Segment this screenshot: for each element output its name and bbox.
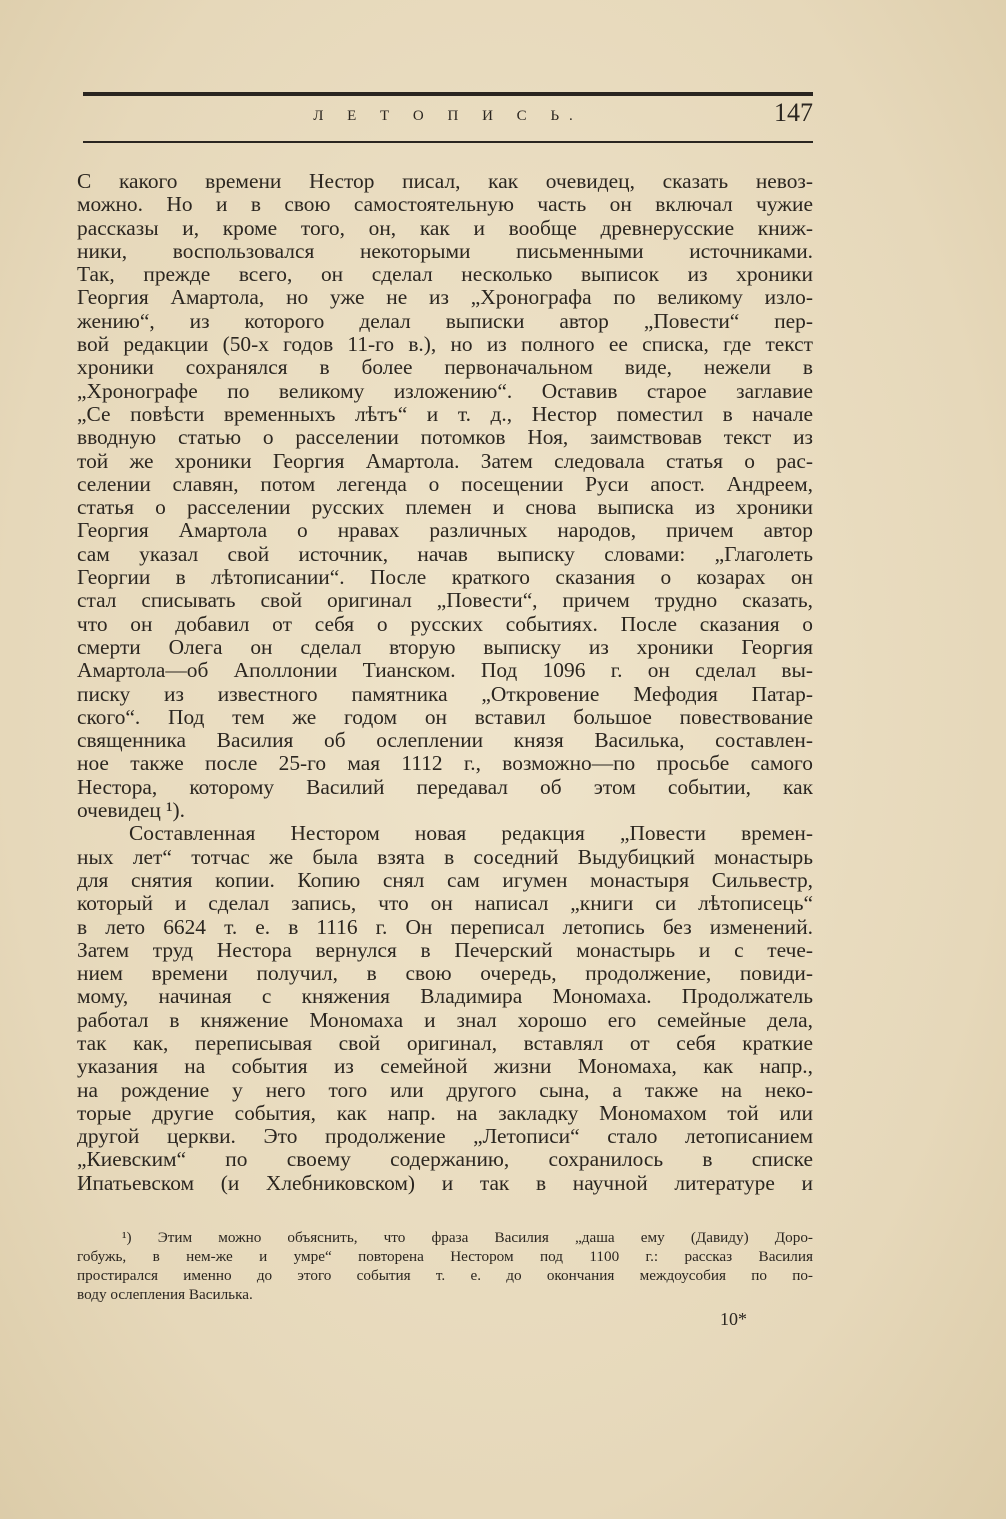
body-line: можно. Но и в свою самостоятельную часть он включал чужие — [77, 193, 813, 217]
footnote-line: простирался именно до этого события т. е. до окончания междоусобия по по- — [77, 1267, 813, 1284]
body-line: ных лет“ тотчас же была взята в соседний Выдубицкий монастырь — [77, 845, 813, 869]
body-line: Составленная Нестором новая редакция „Повести времен- — [129, 822, 813, 846]
body-line: Амартола—об Аполлонии Тианском. Под 1096 г. он сделал вы- — [77, 659, 813, 683]
body-line: мому, начиная с княжения Владимира Мономаха. Продолжатель — [77, 985, 813, 1009]
body-line: смерти Олега он сделал вторую выписку из хроники Георгия — [77, 635, 813, 659]
header-bottom-rule — [83, 141, 813, 143]
body-line: „Се повѣсти временныхъ лѣтъ“ и т. д., Нестор поместил в начале — [77, 402, 813, 426]
body-line: С какого времени Нестор писал, как очевидец, сказать невоз- — [77, 170, 813, 193]
body-line: так как, переписывая свой оригинал, вставлял от себя краткие — [77, 1031, 813, 1055]
body-line: в лето 6624 т. е. в 1116 г. Он переписал летопись без изменений. — [77, 915, 813, 939]
body-line: вводную статью о расселении потомков Ноя, заимствовав текст из — [77, 426, 813, 450]
body-line: работал в княжение Мономаха и знал хорошо его семейные дела, — [77, 1008, 813, 1032]
body-line: Затем труд Нестора вернулся в Печерский монастырь и с тече- — [77, 938, 813, 962]
body-line: священника Василия об ослеплении князя Василька, составлен- — [77, 729, 813, 753]
body-line: Георгии в лѣтописании“. После краткого сказания о козарах он — [77, 566, 813, 590]
body-line: Ипатьевском (и Хлебниковском) и так в научной литературе и — [77, 1171, 813, 1195]
body-line: ники, воспользовался некоторыми письменными источниками. — [77, 239, 813, 263]
body-line: для снятия копии. Копию снял сам игумен монастыря Сильвестр, — [77, 868, 813, 892]
body-line: на рождение у него того или другого сына, а также на неко- — [77, 1078, 813, 1102]
body-line: вой редакции (50-х годов 11-го в.), но из полного ее списка, где текст — [77, 333, 813, 357]
footnote-line: гобужь, в нем-же и умре“ повторена Нестором под 1100 г.: рассказ Василия — [77, 1248, 813, 1265]
body-text — [77, 170, 813, 1195]
header-top-rule — [83, 92, 813, 96]
signature-mark: 10* — [720, 1309, 747, 1329]
body-line: той же хроники Георгия Амартола. Затем следовала статья о рас- — [77, 449, 813, 473]
body-line: другой церкви. Это продолжение „Летописи“ стало летописанием — [77, 1125, 813, 1149]
body-line: „Хронографе по великому изложению“. Оставив старое заглавие — [77, 379, 813, 403]
body-line: очевидец ¹). — [77, 799, 185, 823]
body-line: сам указал свой источник, начав выписку словами: „Глаголеть — [77, 542, 813, 566]
body-line: „Киевским“ по своему содержанию, сохранилось в списке — [77, 1148, 813, 1172]
footnote — [77, 1228, 813, 1304]
body-line: Нестора, которому Василий передавал об этом событии, как — [77, 775, 813, 799]
body-line: что он добавил от себя о русских событиях. После сказания о — [77, 612, 813, 636]
page-number: 147 — [774, 98, 813, 127]
body-line: селении славян, потом легенда о посещении Руси апост. Андреем, — [77, 472, 813, 496]
running-head — [83, 100, 813, 136]
body-line: Георгия Амартола, но уже не из „Хронографа по великому изло- — [77, 286, 813, 310]
body-line: указания на события из семейной жизни Мономаха, как напр., — [77, 1055, 813, 1079]
body-line: рассказы и, кроме того, он, как и вообще древнерусские книж- — [77, 216, 813, 240]
body-line: Так, прежде всего, он сделал несколько выписок из хроники — [77, 263, 813, 287]
body-line: писку из известного памятника „Откровение Мефодия Патар- — [77, 682, 813, 706]
running-title: Л Е Т О П И С Ь. — [313, 108, 583, 124]
footnote-line: воду ослепления Василька. — [77, 1286, 253, 1303]
body-line: ное также после 25-го мая 1112 г., возможно—по просьбе самого — [77, 752, 813, 776]
body-line: который и сделал запись, что он написал „книги си лѣтописець“ — [77, 892, 813, 916]
footnote-line: ¹) Этим можно объяснить, что фраза Василия „даша ему (Давиду) Доро- — [122, 1229, 813, 1246]
body-line: статья о расселении русских племен и снова выписка из хроники — [77, 496, 813, 520]
body-line: хроники сохранялся в более первоначальном виде, нежели в — [77, 356, 813, 380]
body-line: жению“, из которого делал выписки автор „Повести“ пер- — [77, 309, 813, 333]
body-line: стал списывать свой оригинал „Повести“, причем трудно сказать, — [77, 589, 813, 613]
body-line: торые другие события, как напр. на закладку Мономахом той или — [77, 1101, 813, 1125]
body-line: нием времени получил, в свою очередь, продолжение, повиди- — [77, 962, 813, 986]
body-line: Георгия Амартола о нравах различных народов, причем автор — [77, 519, 813, 543]
body-line: ского“. Под тем же годом он вставил большое повествование — [77, 705, 813, 729]
